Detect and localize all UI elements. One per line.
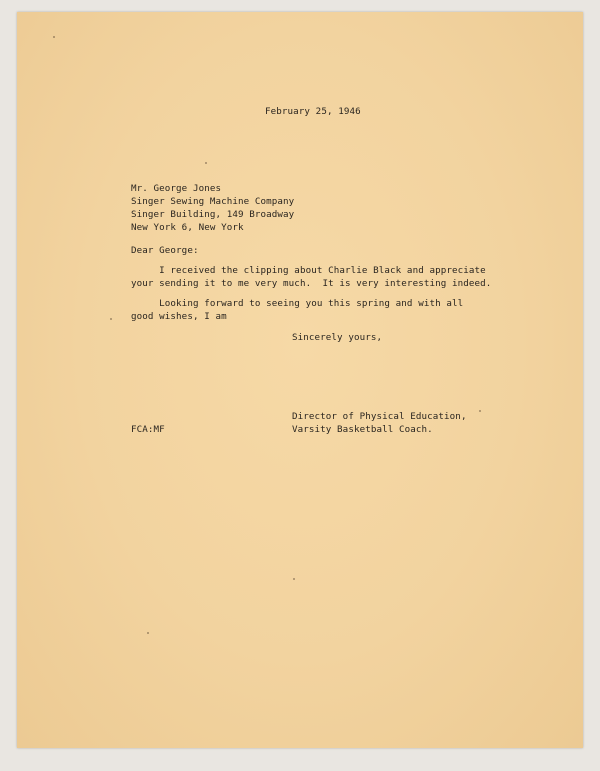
closing: Sincerely yours, (292, 332, 383, 343)
typist-initials: FCA:MF (131, 424, 165, 435)
letter-date: February 25, 1946 (265, 106, 361, 117)
letter-page (17, 12, 583, 748)
recipient-name: Mr. George Jones (131, 183, 222, 194)
recipient-city: New York 6, New York (131, 222, 244, 233)
recipient-company: Singer Sewing Machine Company (131, 196, 295, 207)
signature-title-2: Varsity Basketball Coach. (292, 424, 433, 435)
body-paragraph-1-line-2: your sending it to me very much. It is very interesting indeed. (131, 278, 492, 289)
body-paragraph-2-line-1: Looking forward to seeing you this spring and with all (131, 298, 464, 309)
recipient-street: Singer Building, 149 Broadway (131, 209, 295, 220)
paper-speck (110, 318, 112, 320)
salutation: Dear George: (131, 245, 199, 256)
body-paragraph-2-line-2: good wishes, I am (131, 311, 227, 322)
signature-title-1: Director of Physical Education, (292, 411, 467, 422)
paper-speck (53, 36, 55, 38)
paper-speck (205, 162, 207, 164)
paper-speck (479, 410, 481, 412)
body-paragraph-1-line-1: I received the clipping about Charlie Black and appreciate (131, 265, 486, 276)
paper-speck (293, 578, 295, 580)
paper-speck (147, 632, 149, 634)
